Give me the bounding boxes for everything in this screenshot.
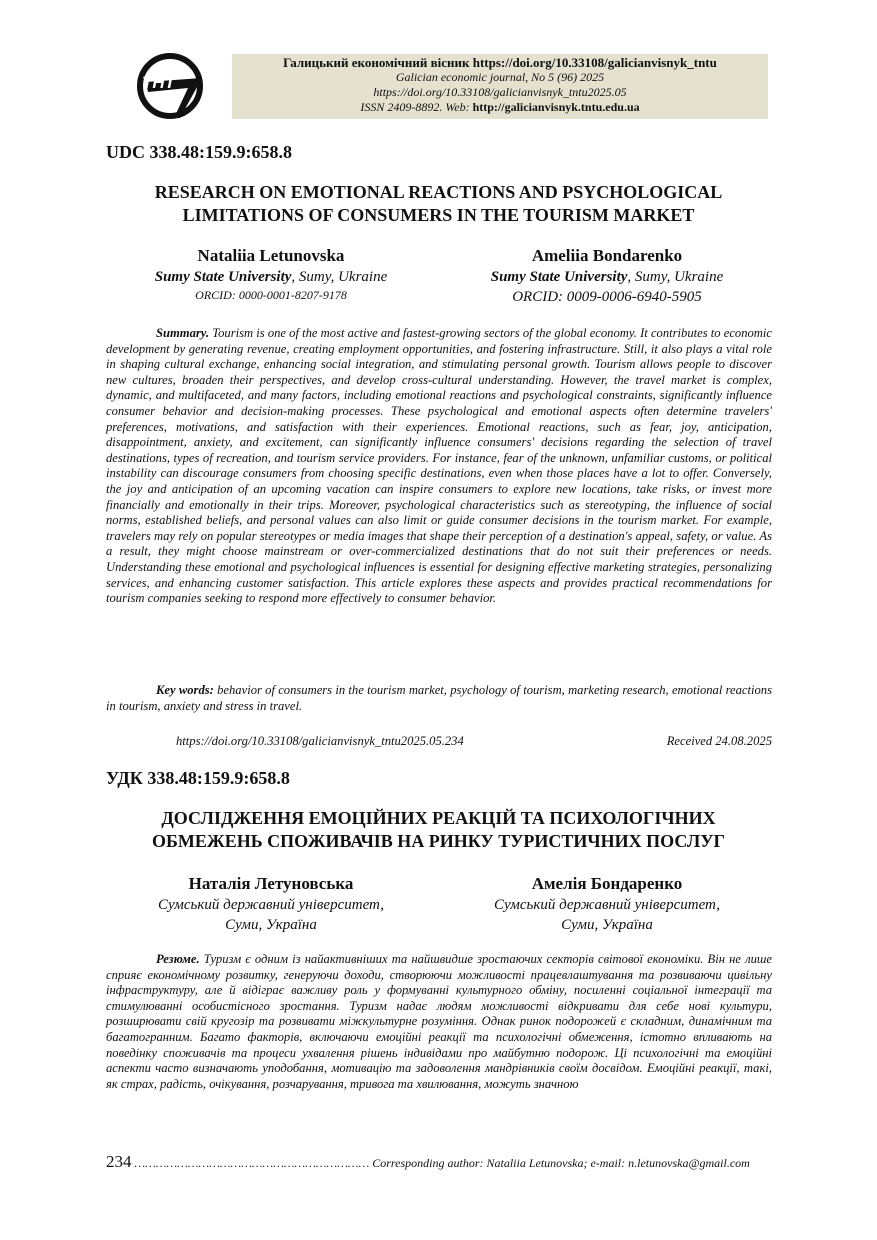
author-name: Амелія Бондаренко — [531, 874, 683, 893]
university-name: Sumy State University — [490, 269, 628, 285]
author-1-ua — [106, 873, 436, 935]
website-link[interactable]: http://galicianvisnyk.tntu.edu.ua — [472, 100, 640, 114]
summary-paragraph-ua — [106, 952, 772, 1092]
udc-code-ua: УДК 338.48:159.9:658.8 — [106, 768, 290, 788]
paper-title — [100, 181, 777, 227]
header-line-4 — [232, 100, 768, 115]
header-line-3: https://doi.org/10.33108/galicianvisnyk_tntu2025.05 — [373, 85, 627, 99]
author-affiliation-line-2: Суми, Україна — [561, 917, 653, 933]
title-line-1: ДОСЛІДЖЕННЯ ЕМОЦІЙНИХ РЕАКЦІЙ ТА ПСИХОЛОГІЧНИХ — [161, 808, 716, 828]
author-affiliation — [442, 267, 772, 287]
header-line-1: Галицький економічний вісник https://doi.org/10.33108/galicianvisnyk_tntu — [283, 55, 717, 70]
keywords-text: behavior of consumers in the tourism market, psychology of tourism, marketing research, emotional reactions in tourism, anxiety and stress in travel. — [106, 683, 773, 713]
received-date: Received 24.08.2025 — [666, 734, 772, 748]
issn-text: ISSN 2409-8892. Web: — [360, 100, 473, 114]
author-2-ua — [442, 873, 772, 935]
title-line-2: ОБМЕЖЕНЬ СПОЖИВАЧІВ НА РИНКУ ТУРИСТИЧНИХ ПОСЛУГ — [152, 831, 725, 851]
article-doi[interactable]: https://doi.org/10.33108/galicianvisnyk_tntu2025.05.234 — [176, 734, 464, 748]
university-location: , Sumy, Ukraine — [627, 269, 724, 285]
keywords-label: Key words: — [156, 683, 214, 697]
author-1 — [106, 245, 436, 303]
author-affiliation-line-1: Сумський державний університет, — [494, 897, 720, 913]
university-name: Sumy State University — [154, 269, 292, 285]
author-affiliation-line-2: Суми, Україна — [225, 917, 317, 933]
author-name: Наталія Летуновська — [188, 874, 354, 893]
university-location: , Sumy, Ukraine — [291, 269, 388, 285]
logo-text: ТНТ — [142, 73, 176, 92]
journal-header — [232, 54, 768, 119]
author-affiliation-line-1: Сумський державний університет, — [158, 897, 384, 913]
summary-label: Summary. — [156, 326, 210, 340]
title-line-1: RESEARCH ON EMOTIONAL REACTIONS AND PSYCHOLOGICAL — [154, 182, 723, 202]
page-number: 234 — [106, 1152, 132, 1171]
summary-label: Резюме. — [156, 952, 200, 966]
summary-paragraph — [106, 326, 772, 607]
title-line-2: LIMITATIONS OF CONSUMERS IN THE TOURISM MARKET — [182, 205, 695, 225]
author-orcid[interactable]: ORCID: 0009-0006-6940-5905 — [512, 289, 702, 305]
author-affiliation — [106, 267, 436, 287]
author-name: Ameliia Bondarenko — [531, 246, 683, 265]
summary-text: Туризм є одним із найактивніших та найшвидше зростаючих секторів світової економіки. Він не лише сприяє економічному розвитку, генеруючи доходи, створюючи можливості працевлаштування та розвиваючи цивільну інфраструктуру, але й відіграє важливу роль у формуванні культурного обміну, посиленні соціальної інтеграції та стимулюванні особистісного зростання. Туризм надає людям можливості відкривати для себе нові культури, розширювати свій кругозір та розвивати міжкультурне розуміння. Однак ринок подорожей є складним, динамічним та багатогранним. Багато факторів, включаючи емоційні реакції та психологічні обмеження, істотно впливають на поведінку споживачів та процеси ухвалення рішень індивідами про майбутню подорож. Ці психологічні та емоційні аспекти часто визначають уподобання, мотивацію та задоволення мандрівників своїм досвідом. Емоційні реакції, такі, як страх, радість, очікування, розчарування, тривога та хвилювання, можуть значною — [106, 952, 772, 1091]
corresponding-author: Corresponding author: Nataliia Letunovska; e-mail: n.letunovska@gmail.com — [372, 1156, 750, 1170]
author-2 — [442, 245, 772, 307]
header-line-2: Galician economic journal, No 5 (96) 2025 — [395, 70, 605, 84]
summary-text: Tourism is one of the most active and fastest-growing sectors of the global economy. It contributes to economic development by generating revenue, creating employment opportunities, and fostering infrastructure. Still, it also plays a vital role in shaping cultural exchange, enhancing social integration, and stimulating personal growth. Tourism allows people to discover new cultures, broaden their perspectives, and develop cross-cultural understanding. However, the travel market is complex, dynamic, and multifaceted, and many factors, including emotional reactions and psychological constraints, significantly influence consumer behavior and decision-making processes. These psychological and emotional aspects often determine travelers' preferences, motivations, and satisfaction with their experiences. Emotional reactions, such as fear, joy, anticipation, disappointment, anxiety, and excitement, can significantly influence consumers' decisions regarding the selection of travel destinations, types of recreation, and tourism service providers. For instance, fear of the unknown, unfamiliar customs, or political instability can discourage consumers from choosing specific destinations, even when those places have a lot to offer. Conversely, the joy and anticipation of an upcoming vacation can inspire consumers to explore new locations, take risks, or invest more financially and emotionally in their trips. Moreover, psychological characteristics such as stereotyping, the influence of social norms, established beliefs, and personal values can also limit or guide consumer decisions in the tourism market. For example, travelers may rely on popular stereotypes or media images that shape their perception of a destination's appeal, safety, or value. As a result, they might choose mainstream or over-commercialized destinations that do not suit their preferences or needs. Understanding these emotional and psychological influences is essential for designing effective marketing strategies, personalizing services, and enhancing customer satisfaction. This article explores these aspects and provides practical recommendations for tourism companies seeking to respond more effectively to consumer behavior. — [106, 326, 772, 606]
journal-logo — [136, 52, 210, 122]
udc-code: UDC 338.48:159.9:658.8 — [106, 142, 292, 162]
keywords-paragraph — [106, 683, 772, 714]
author-name: Nataliia Letunovska — [197, 246, 345, 265]
footer-dots: ………………………………………………………… — [131, 1156, 373, 1170]
author-orcid[interactable]: ORCID: 0000-0001-8207-9178 — [195, 288, 347, 302]
page-footer — [106, 1152, 772, 1172]
paper-title-ua — [100, 807, 777, 853]
